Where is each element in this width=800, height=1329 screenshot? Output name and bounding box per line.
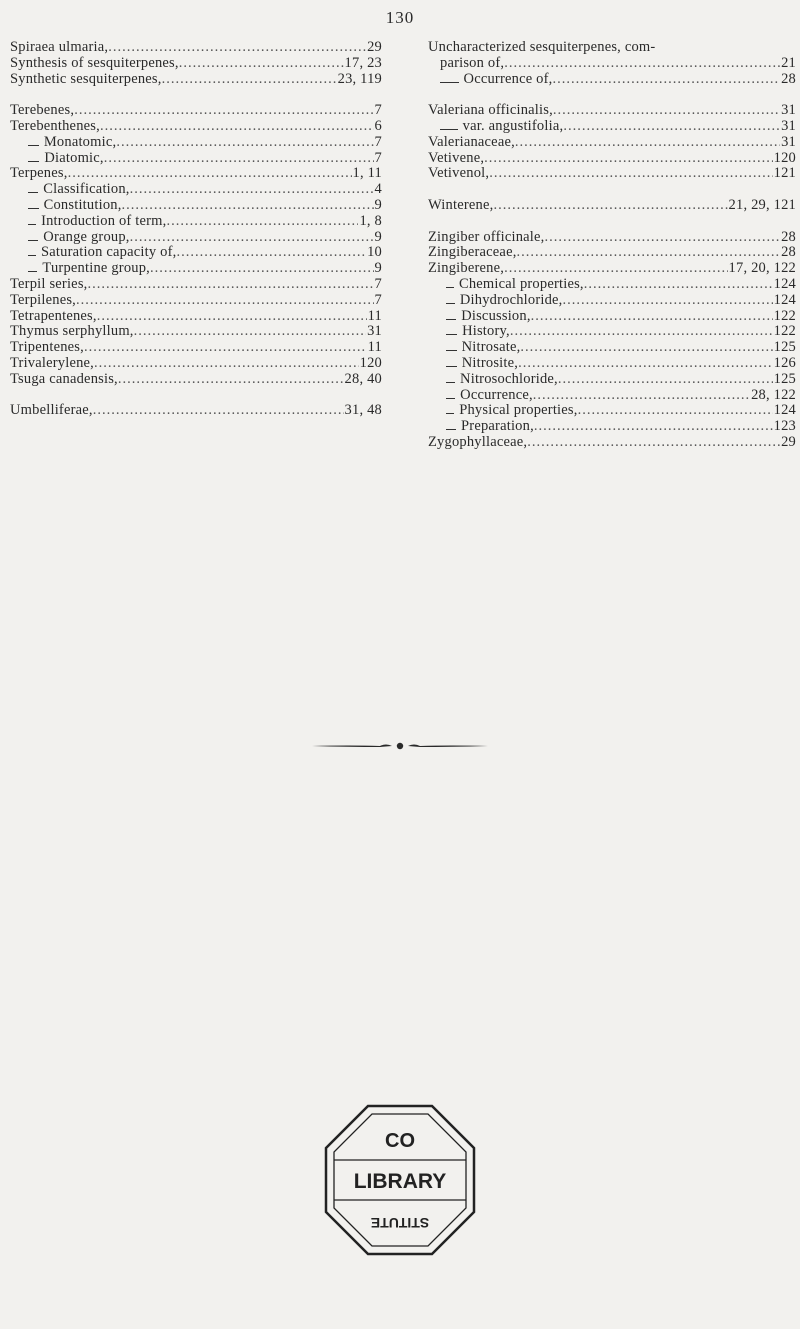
entry-label: Terebenthenes, xyxy=(10,118,100,134)
entry-pages: 31 xyxy=(781,134,796,150)
entry-label: History, xyxy=(462,324,510,340)
ditto-dash xyxy=(446,303,455,304)
index-entry xyxy=(10,214,382,230)
index-entry xyxy=(428,151,796,167)
entry-label: Monatomic, xyxy=(43,134,117,150)
entry-label: Classification, xyxy=(43,182,130,198)
entry-pages: 7 xyxy=(374,103,382,119)
leader-dots xyxy=(517,245,781,261)
library-stamp xyxy=(320,1100,480,1260)
leader-dots xyxy=(518,356,773,372)
entry-label: Winterene, xyxy=(428,197,494,213)
entry-pages: 7 xyxy=(374,134,382,150)
entry-label: Umbelliferae, xyxy=(10,403,93,419)
entry-pages: 23, 119 xyxy=(337,71,382,87)
ornament-divider xyxy=(310,740,490,752)
entry-label: Tripentenes, xyxy=(10,340,84,356)
leader-dots xyxy=(130,182,374,198)
index-entry xyxy=(10,340,382,356)
index-entry xyxy=(10,56,382,72)
index-entry xyxy=(428,72,796,88)
entry-label: Physical properties, xyxy=(459,403,578,419)
leader-dots xyxy=(100,119,374,135)
index-entry xyxy=(10,309,382,325)
leader-dots xyxy=(527,435,780,451)
ditto-dash xyxy=(28,255,36,256)
entry-pages: 124 xyxy=(773,276,796,292)
entry-pages: 31 xyxy=(781,103,796,119)
ditto-dash xyxy=(446,287,454,288)
entry-gap xyxy=(428,182,796,198)
entry-pages: 122 xyxy=(773,324,796,340)
index-entry xyxy=(428,403,796,419)
leader-dots xyxy=(515,135,780,151)
entry-label: Terebenes, xyxy=(10,103,75,119)
entry-pages: 17, 20, 122 xyxy=(728,261,796,277)
entry-label: var. angustifolia, xyxy=(462,118,564,134)
ditto-dash xyxy=(446,429,456,430)
leader-dots xyxy=(584,277,773,293)
leader-dots xyxy=(68,166,352,182)
ditto-dash xyxy=(446,334,457,335)
leader-dots xyxy=(510,324,773,340)
leader-dots xyxy=(534,419,773,435)
index-entry xyxy=(428,419,796,435)
index-entry xyxy=(10,245,382,261)
index-entry xyxy=(10,356,382,372)
leader-dots xyxy=(489,166,772,182)
entry-pages: 122 xyxy=(773,308,796,324)
entry-pages: 125 xyxy=(773,340,796,356)
index-entry xyxy=(428,103,796,119)
entry-label: Dihydrochloride, xyxy=(459,292,563,308)
index-entry xyxy=(10,324,382,340)
entry-label: Zygophyllaceae, xyxy=(428,434,528,450)
entry-pages: 1, 8 xyxy=(359,213,382,229)
leader-dots xyxy=(558,372,773,388)
index-entry xyxy=(10,403,382,419)
entry-pages: 1, 11 xyxy=(352,166,382,182)
index-entry xyxy=(428,135,796,151)
entry-label: Tsuga canadensis, xyxy=(10,371,118,387)
leader-dots xyxy=(552,72,780,88)
ditto-dash xyxy=(440,82,459,83)
leader-dots xyxy=(74,103,373,119)
entry-label: Zingiberene, xyxy=(428,261,505,277)
entry-pages: 11 xyxy=(367,308,382,324)
ditto-dash xyxy=(28,145,39,146)
index-entry xyxy=(10,166,382,182)
entry-label: Tetrapentenes, xyxy=(10,308,97,324)
index-entry xyxy=(428,56,796,72)
ditto-dash xyxy=(446,398,455,399)
entry-label: Introduction of term, xyxy=(41,213,167,229)
entry-pages: 123 xyxy=(773,419,796,435)
ditto-dash xyxy=(446,382,455,383)
leader-dots xyxy=(130,230,374,246)
ditto-dash xyxy=(440,129,458,130)
index-entry xyxy=(428,356,796,372)
leader-dots xyxy=(176,245,366,261)
index-entry xyxy=(10,372,382,388)
entry-pages: 120 xyxy=(773,150,796,166)
entry-label: Terpenes, xyxy=(10,166,68,182)
entry-pages: 21 xyxy=(781,55,796,71)
leader-dots xyxy=(531,309,773,325)
entry-pages: 121 xyxy=(773,166,796,182)
entry-pages: 124 xyxy=(773,403,796,419)
entry-label: Thymus serphyllum, xyxy=(10,324,134,340)
index-entry xyxy=(10,103,382,119)
entry-label: Discussion, xyxy=(461,308,531,324)
index-entry xyxy=(10,72,382,88)
index-entry xyxy=(428,198,796,214)
index-entry xyxy=(428,245,796,261)
entry-gap xyxy=(428,87,796,103)
leader-dots xyxy=(93,403,344,419)
entry-label: Occurrence, xyxy=(460,387,533,403)
entry-gap xyxy=(10,87,382,103)
entry-label: Occurrence of, xyxy=(463,71,553,87)
entry-pages: 7 xyxy=(374,150,382,166)
leader-dots xyxy=(122,198,374,214)
entry-pages: 4 xyxy=(374,182,382,198)
entry-pages: 9 xyxy=(374,261,382,277)
entry-pages: 126 xyxy=(773,355,796,371)
index-entry xyxy=(10,151,382,167)
leader-dots xyxy=(504,56,780,72)
index-entry xyxy=(10,230,382,246)
leader-dots xyxy=(533,388,750,404)
leader-dots xyxy=(108,40,366,56)
entry-pages: 28 xyxy=(781,71,796,87)
index-entry xyxy=(428,293,796,309)
entry-label: Turpentine group, xyxy=(42,261,151,277)
entry-pages: 125 xyxy=(773,371,796,387)
index-column-left xyxy=(10,40,382,419)
index-entry xyxy=(10,277,382,293)
entry-pages: 29 xyxy=(367,40,382,55)
ditto-dash xyxy=(446,366,457,367)
entry-pages: 29 xyxy=(781,434,796,450)
entry-pages: 11 xyxy=(367,340,382,356)
page-number: 130 xyxy=(385,8,415,27)
stamp-top-text: CO xyxy=(385,1130,415,1152)
leader-dots xyxy=(76,293,374,309)
leader-dots xyxy=(563,119,780,135)
entry-label: Synthetic sesquiterpenes, xyxy=(10,71,162,87)
index-entry xyxy=(428,166,796,182)
entry-label: Trivalerylene, xyxy=(10,355,95,371)
index-entry xyxy=(428,119,796,135)
stamp-middle-text: LIBRARY xyxy=(353,1170,447,1193)
entry-label: Valeriana officinalis, xyxy=(428,103,553,119)
leader-dots xyxy=(544,230,780,246)
leader-dots xyxy=(162,72,337,88)
entry-label: Synthesis of sesquiterpenes, xyxy=(10,55,179,71)
entry-pages: 10 xyxy=(367,245,382,261)
leader-dots xyxy=(84,340,367,356)
entry-label: Zingiber officinale, xyxy=(428,229,545,245)
entry-label: Constitution, xyxy=(43,197,122,213)
entry-pages: 28 xyxy=(781,245,796,261)
ditto-dash xyxy=(28,224,36,225)
entry-label: Vetivene, xyxy=(428,150,485,166)
index-entry xyxy=(10,40,382,56)
leader-dots xyxy=(520,340,772,356)
leader-dots xyxy=(118,372,344,388)
leader-dots xyxy=(104,151,374,167)
ditto-dash xyxy=(28,271,37,272)
entry-gap xyxy=(428,214,796,230)
entry-pages: 31 xyxy=(781,118,796,134)
entry-label: Uncharacterized sesquiterpenes, com- xyxy=(428,40,656,55)
entry-gap xyxy=(10,388,382,404)
entry-pages: 6 xyxy=(374,118,382,134)
index-entry xyxy=(428,324,796,340)
entry-label: Spiraea ulmaria, xyxy=(10,40,109,55)
entry-label: Chemical properties, xyxy=(458,276,584,292)
stamp-bottom-text: STITUTE xyxy=(370,1215,430,1231)
entry-pages: 31 xyxy=(367,324,382,340)
index-entry xyxy=(428,435,796,451)
index-entry xyxy=(10,135,382,151)
entry-label: Nitrosochloride, xyxy=(460,371,558,387)
index-entry xyxy=(428,230,796,246)
leader-dots xyxy=(150,261,374,277)
leader-dots xyxy=(179,56,344,72)
entry-label: Vetivenol, xyxy=(428,166,490,182)
leader-dots xyxy=(116,135,373,151)
entry-label: parison of, xyxy=(440,55,505,71)
index-entry xyxy=(10,293,382,309)
index-entry xyxy=(10,119,382,135)
entry-pages: 28, 122 xyxy=(751,387,796,403)
ditto-dash xyxy=(28,208,39,209)
ditto-dash xyxy=(446,319,456,320)
entry-label: Valerianaceae, xyxy=(428,134,515,150)
index-entry xyxy=(428,261,796,277)
entry-pages: 21, 29, 121 xyxy=(728,197,796,213)
leader-dots xyxy=(504,261,727,277)
leader-dots xyxy=(94,356,359,372)
entry-pages: 9 xyxy=(374,229,382,245)
index-entry xyxy=(428,40,796,56)
index-column-right xyxy=(428,40,796,451)
entry-pages: 28, 40 xyxy=(344,371,382,387)
entry-label: Terpilenes, xyxy=(10,292,77,308)
ditto-dash xyxy=(28,161,39,162)
ditto-dash xyxy=(28,240,38,241)
leader-dots xyxy=(578,403,773,419)
entry-pages: 124 xyxy=(773,292,796,308)
entry-label: Terpil series, xyxy=(10,276,88,292)
entry-label: Nitrosite, xyxy=(461,355,519,371)
leader-dots xyxy=(134,324,366,340)
leader-dots xyxy=(563,293,773,309)
entry-pages: 28 xyxy=(781,229,796,245)
index-entry xyxy=(428,388,796,404)
ditto-dash xyxy=(28,192,38,193)
entry-pages: 7 xyxy=(374,292,382,308)
index-entry xyxy=(428,309,796,325)
entry-label: Diatomic, xyxy=(44,150,104,166)
leader-dots xyxy=(484,151,772,167)
index-entry xyxy=(428,277,796,293)
index-entry xyxy=(10,198,382,214)
ditto-dash xyxy=(446,413,454,414)
leader-dots xyxy=(97,309,367,325)
entry-label: Saturation capacity of, xyxy=(40,245,177,261)
entry-pages: 17, 23 xyxy=(344,55,382,71)
leader-dots xyxy=(87,277,373,293)
entry-pages: 9 xyxy=(374,197,382,213)
leader-dots xyxy=(166,214,358,230)
entry-pages: 7 xyxy=(374,276,382,292)
entry-label: Zingiberaceae, xyxy=(428,245,517,261)
index-entry xyxy=(10,261,382,277)
entry-pages: 31, 48 xyxy=(344,403,382,419)
entry-label: Orange group, xyxy=(43,229,130,245)
entry-label: Nitrosate, xyxy=(461,340,521,356)
ditto-dash xyxy=(446,350,457,351)
leader-dots xyxy=(553,103,780,119)
index-entry xyxy=(428,340,796,356)
index-entry xyxy=(10,182,382,198)
index-entry xyxy=(428,372,796,388)
entry-label: Preparation, xyxy=(461,419,534,435)
entry-pages: 120 xyxy=(359,355,382,371)
leader-dots xyxy=(493,198,727,214)
